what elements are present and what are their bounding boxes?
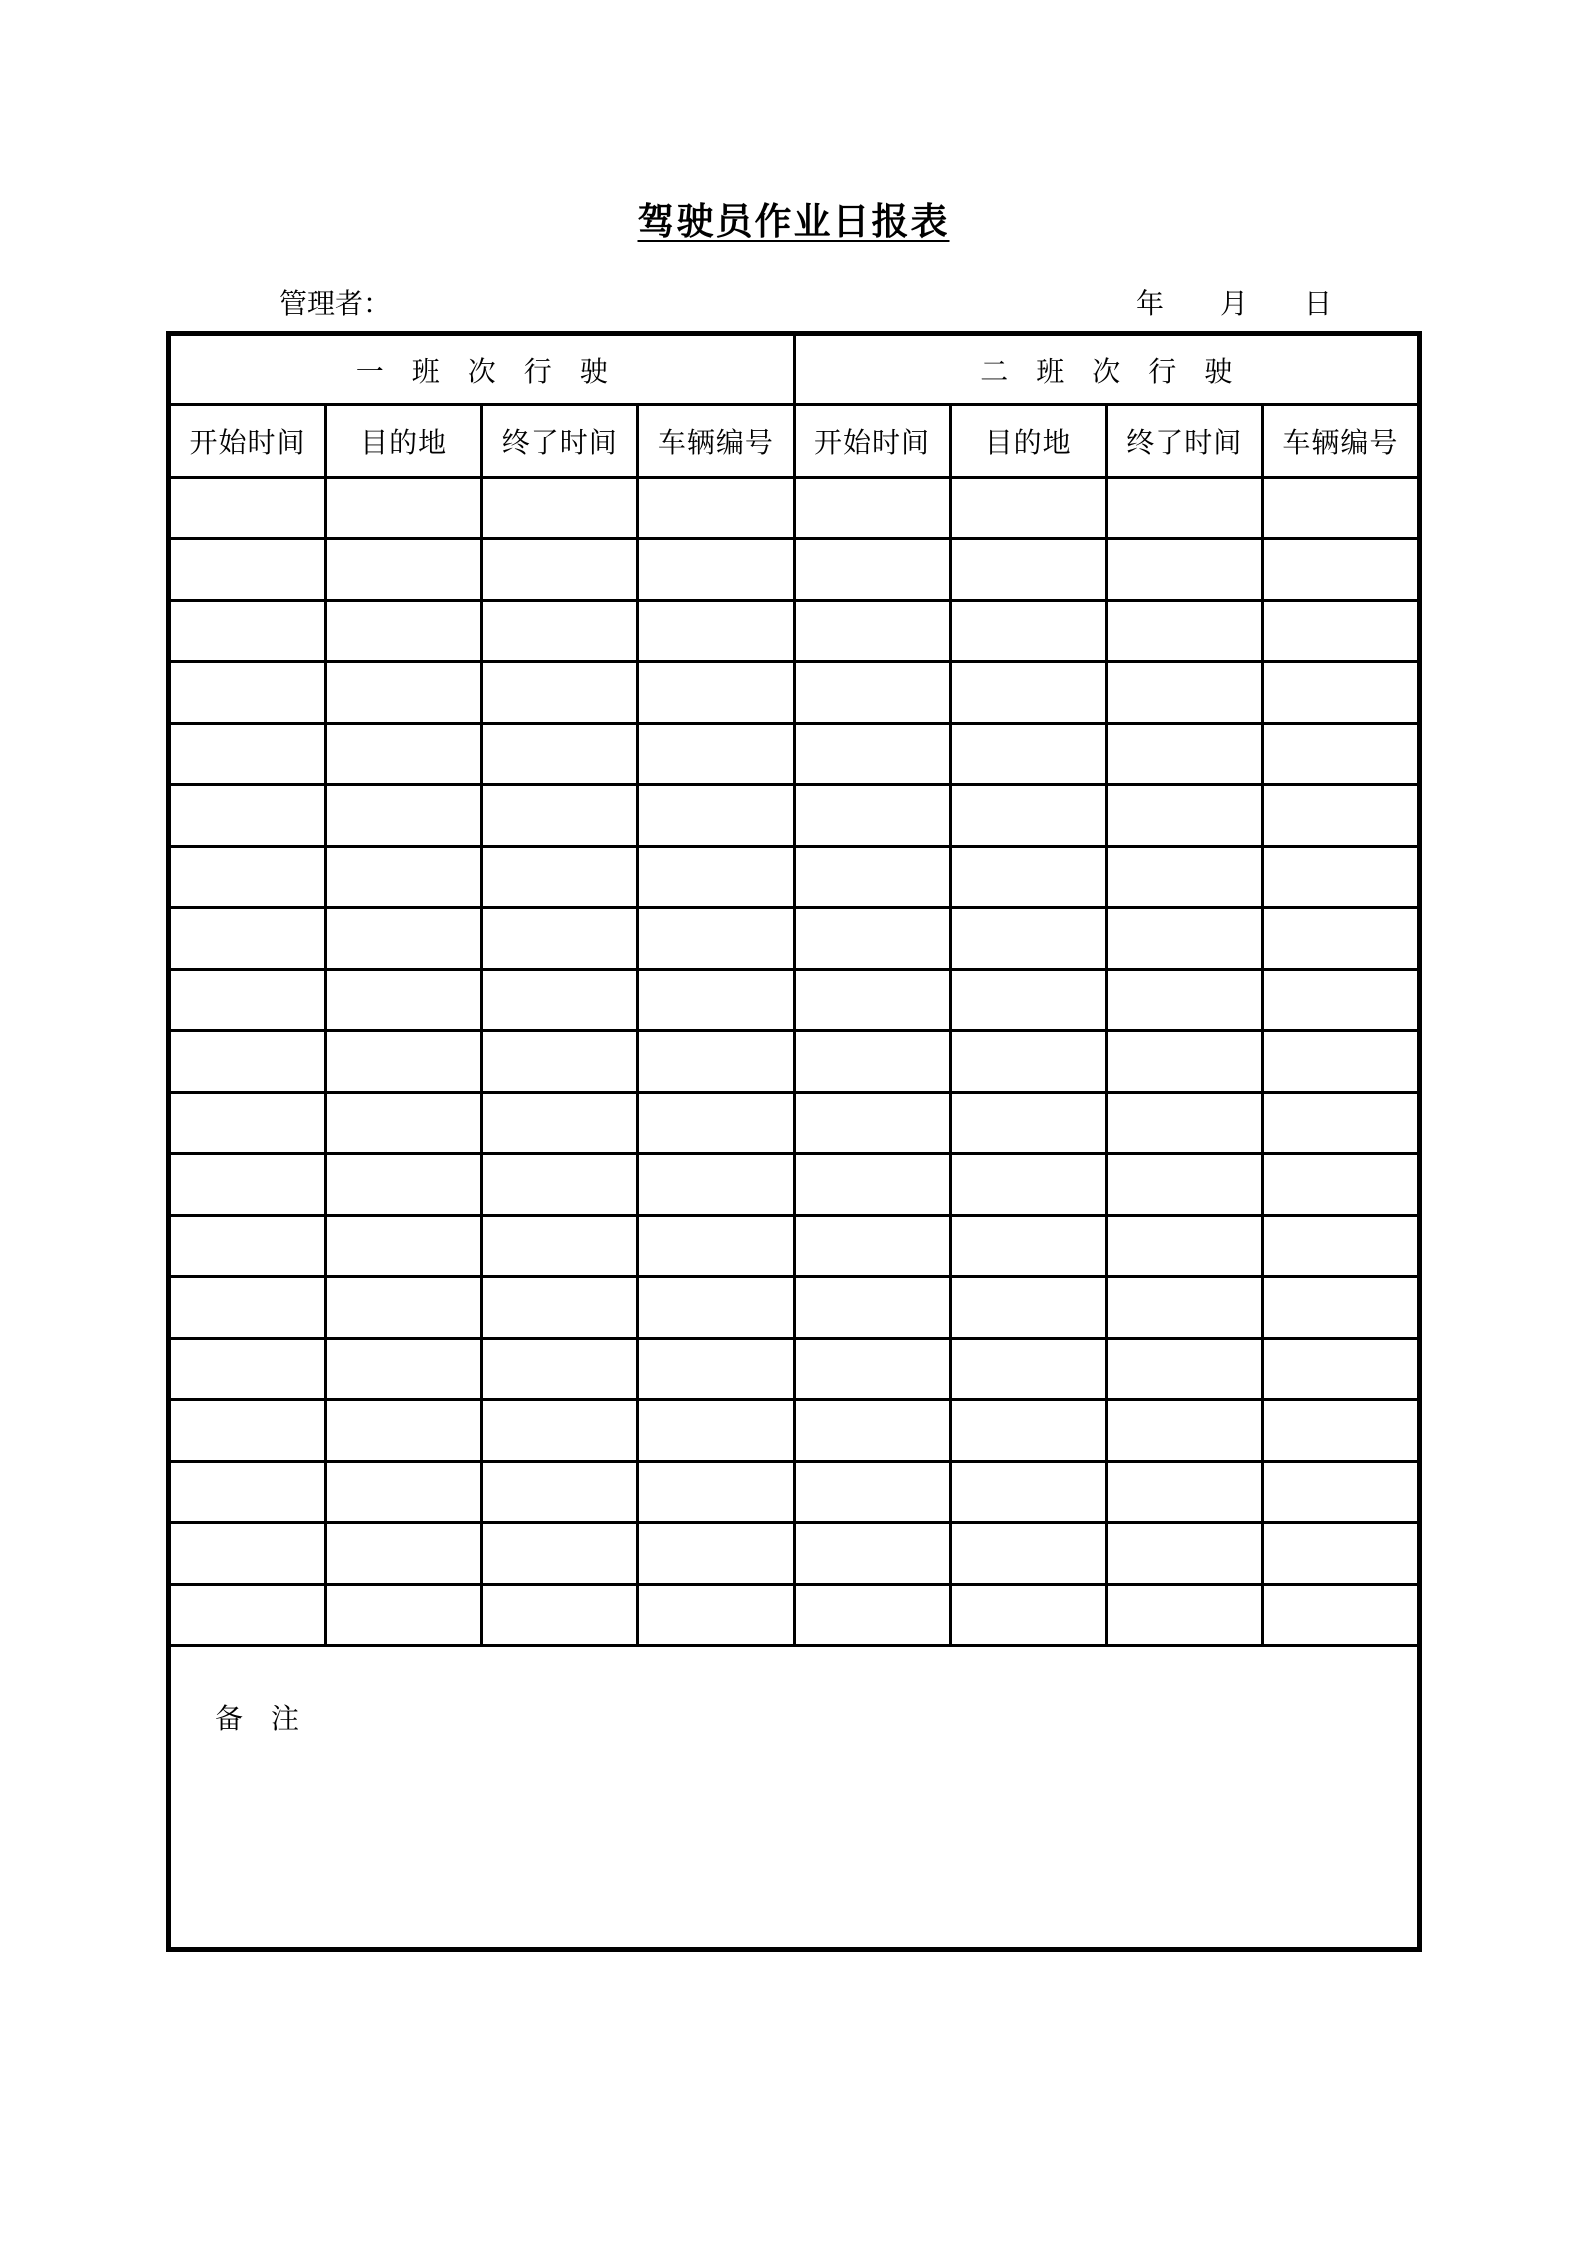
data-cell — [171, 1340, 324, 1398]
data-cell — [952, 540, 1105, 598]
remarks-label: 备 注 — [215, 1703, 300, 1735]
data-cell — [327, 1217, 480, 1275]
data-cell — [171, 909, 324, 967]
data-cell — [1264, 540, 1417, 598]
data-cell — [952, 1217, 1105, 1275]
data-cell — [483, 1401, 636, 1459]
data-cell — [796, 1586, 949, 1644]
data-cell — [483, 1094, 636, 1152]
data-cell — [1108, 1278, 1261, 1336]
data-cell — [483, 479, 636, 537]
data-cell — [952, 1278, 1105, 1336]
data-cell — [1108, 1401, 1261, 1459]
data-cell — [952, 848, 1105, 906]
data-cell — [952, 663, 1105, 721]
data-cell — [796, 602, 949, 660]
data-cell — [327, 1586, 480, 1644]
data-cell — [796, 1463, 949, 1521]
data-cell — [796, 1094, 949, 1152]
data-cell — [952, 602, 1105, 660]
data-cell — [952, 909, 1105, 967]
data-cell — [1108, 1217, 1261, 1275]
data-cell — [327, 540, 480, 598]
data-cell — [483, 1278, 636, 1336]
data-cell — [1264, 848, 1417, 906]
data-cell — [952, 1340, 1105, 1398]
column-header-start-time-1: 开始时间 — [171, 406, 324, 476]
data-cell — [952, 1586, 1105, 1644]
data-cell — [1108, 540, 1261, 598]
data-cell — [639, 1524, 792, 1582]
data-cell — [483, 1586, 636, 1644]
data-cell — [1264, 1401, 1417, 1459]
data-cell — [483, 1217, 636, 1275]
data-cell — [796, 1401, 949, 1459]
data-cell — [327, 1524, 480, 1582]
data-cell — [639, 663, 792, 721]
data-cell — [796, 1217, 949, 1275]
data-cell — [639, 971, 792, 1029]
data-cell — [483, 1155, 636, 1213]
data-cell — [1264, 725, 1417, 783]
data-cell — [1264, 479, 1417, 537]
data-cell — [952, 1094, 1105, 1152]
data-cell — [483, 1032, 636, 1090]
data-cell — [1108, 1094, 1261, 1152]
data-cell — [952, 1524, 1105, 1582]
data-cell — [796, 663, 949, 721]
data-cell — [1264, 1278, 1417, 1336]
data-cell — [171, 479, 324, 537]
data-cell — [796, 1278, 949, 1336]
data-cell — [171, 602, 324, 660]
data-cell — [639, 1340, 792, 1398]
data-cell — [171, 1032, 324, 1090]
column-header-end-time-2: 终了时间 — [1108, 406, 1261, 476]
data-cell — [1264, 1217, 1417, 1275]
data-cell — [1264, 1155, 1417, 1213]
column-header-vehicle-no-1: 车辆编号 — [639, 406, 792, 476]
data-cell — [639, 786, 792, 844]
data-cell — [796, 909, 949, 967]
data-cell — [1108, 1340, 1261, 1398]
data-cell — [1264, 1032, 1417, 1090]
data-cell — [639, 1217, 792, 1275]
report-table — [166, 331, 1422, 1952]
data-cell — [639, 1463, 792, 1521]
data-cell — [1108, 971, 1261, 1029]
data-cell — [639, 725, 792, 783]
data-cell — [1108, 663, 1261, 721]
data-cell — [327, 971, 480, 1029]
data-cell — [639, 1586, 792, 1644]
data-cell — [327, 909, 480, 967]
remarks-cell — [171, 1647, 1417, 1947]
data-cell — [639, 1155, 792, 1213]
data-cell — [483, 786, 636, 844]
data-cell — [796, 1340, 949, 1398]
data-cell — [639, 1032, 792, 1090]
data-cell — [639, 1278, 792, 1336]
data-cell — [796, 479, 949, 537]
data-cell — [1108, 1155, 1261, 1213]
data-cell — [1264, 1094, 1417, 1152]
data-cell — [1264, 1340, 1417, 1398]
date-label: 年 月 日 — [1136, 289, 1333, 320]
data-cell — [483, 663, 636, 721]
data-cell — [171, 848, 324, 906]
data-cell — [639, 909, 792, 967]
data-cell — [1264, 1524, 1417, 1582]
data-cell — [171, 1094, 324, 1152]
data-cell — [327, 663, 480, 721]
column-header-start-time-2: 开始时间 — [796, 406, 949, 476]
data-cell — [952, 1032, 1105, 1090]
data-cell — [1108, 786, 1261, 844]
data-cell — [952, 971, 1105, 1029]
data-cell — [327, 479, 480, 537]
page-title — [0, 191, 1587, 245]
data-cell — [171, 786, 324, 844]
data-cell — [1108, 1586, 1261, 1644]
data-cell — [171, 540, 324, 598]
data-cell — [1264, 909, 1417, 967]
data-cell — [1264, 786, 1417, 844]
data-cell — [1264, 971, 1417, 1029]
data-cell — [952, 1401, 1105, 1459]
data-cell — [483, 1524, 636, 1582]
data-cell — [327, 1155, 480, 1213]
data-cell — [327, 1340, 480, 1398]
data-cell — [796, 1155, 949, 1213]
data-cell — [327, 1094, 480, 1152]
data-cell — [171, 1586, 324, 1644]
data-cell — [1264, 602, 1417, 660]
data-cell — [1108, 848, 1261, 906]
data-cell — [796, 786, 949, 844]
data-cell — [1108, 1524, 1261, 1582]
data-cell — [1264, 1463, 1417, 1521]
data-cell — [796, 1524, 949, 1582]
data-cell — [639, 1094, 792, 1152]
data-cell — [639, 1401, 792, 1459]
data-cell — [327, 725, 480, 783]
data-cell — [1264, 663, 1417, 721]
data-cell — [171, 663, 324, 721]
column-header-end-time-1: 终了时间 — [483, 406, 636, 476]
data-cell — [327, 1278, 480, 1336]
shift1-header: 一 班 次 行 驶 — [171, 336, 793, 403]
data-cell — [483, 848, 636, 906]
data-cell — [171, 1524, 324, 1582]
column-header-vehicle-no-2: 车辆编号 — [1264, 406, 1417, 476]
data-cell — [639, 540, 792, 598]
data-cell — [1108, 602, 1261, 660]
page-title-text: 驾驶员作业日报表 — [637, 202, 950, 243]
data-cell — [1108, 1463, 1261, 1521]
data-cell — [483, 725, 636, 783]
shift2-header: 二 班 次 行 驶 — [796, 336, 1418, 403]
data-cell — [483, 540, 636, 598]
data-cell — [639, 848, 792, 906]
data-cell — [1108, 909, 1261, 967]
data-cell — [483, 909, 636, 967]
data-cell — [171, 1463, 324, 1521]
data-cell — [327, 848, 480, 906]
data-cell — [796, 971, 949, 1029]
data-cell — [796, 848, 949, 906]
column-header-destination-1: 目的地 — [327, 406, 480, 476]
data-cell — [327, 602, 480, 660]
data-cell — [796, 725, 949, 783]
data-cell — [327, 1401, 480, 1459]
data-cell — [171, 1155, 324, 1213]
manager-label: 管理者： — [279, 289, 392, 320]
data-cell — [639, 479, 792, 537]
data-cell — [952, 1463, 1105, 1521]
data-cell — [171, 1217, 324, 1275]
data-cell — [483, 971, 636, 1029]
data-cell — [952, 479, 1105, 537]
data-cell — [952, 725, 1105, 783]
data-cell — [952, 1155, 1105, 1213]
data-cell — [171, 1401, 324, 1459]
data-cell — [327, 1463, 480, 1521]
data-cell — [171, 725, 324, 783]
data-cell — [1108, 479, 1261, 537]
data-cell — [639, 602, 792, 660]
data-cell — [1108, 725, 1261, 783]
data-cell — [327, 1032, 480, 1090]
data-cell — [483, 1463, 636, 1521]
data-cell — [952, 786, 1105, 844]
data-cell — [1264, 1586, 1417, 1644]
data-cell — [483, 602, 636, 660]
data-cell — [171, 1278, 324, 1336]
column-header-destination-2: 目的地 — [952, 406, 1105, 476]
data-cell — [1108, 1032, 1261, 1090]
data-cell — [171, 971, 324, 1029]
data-cell — [796, 540, 949, 598]
data-cell — [796, 1032, 949, 1090]
data-cell — [327, 786, 480, 844]
data-cell — [483, 1340, 636, 1398]
